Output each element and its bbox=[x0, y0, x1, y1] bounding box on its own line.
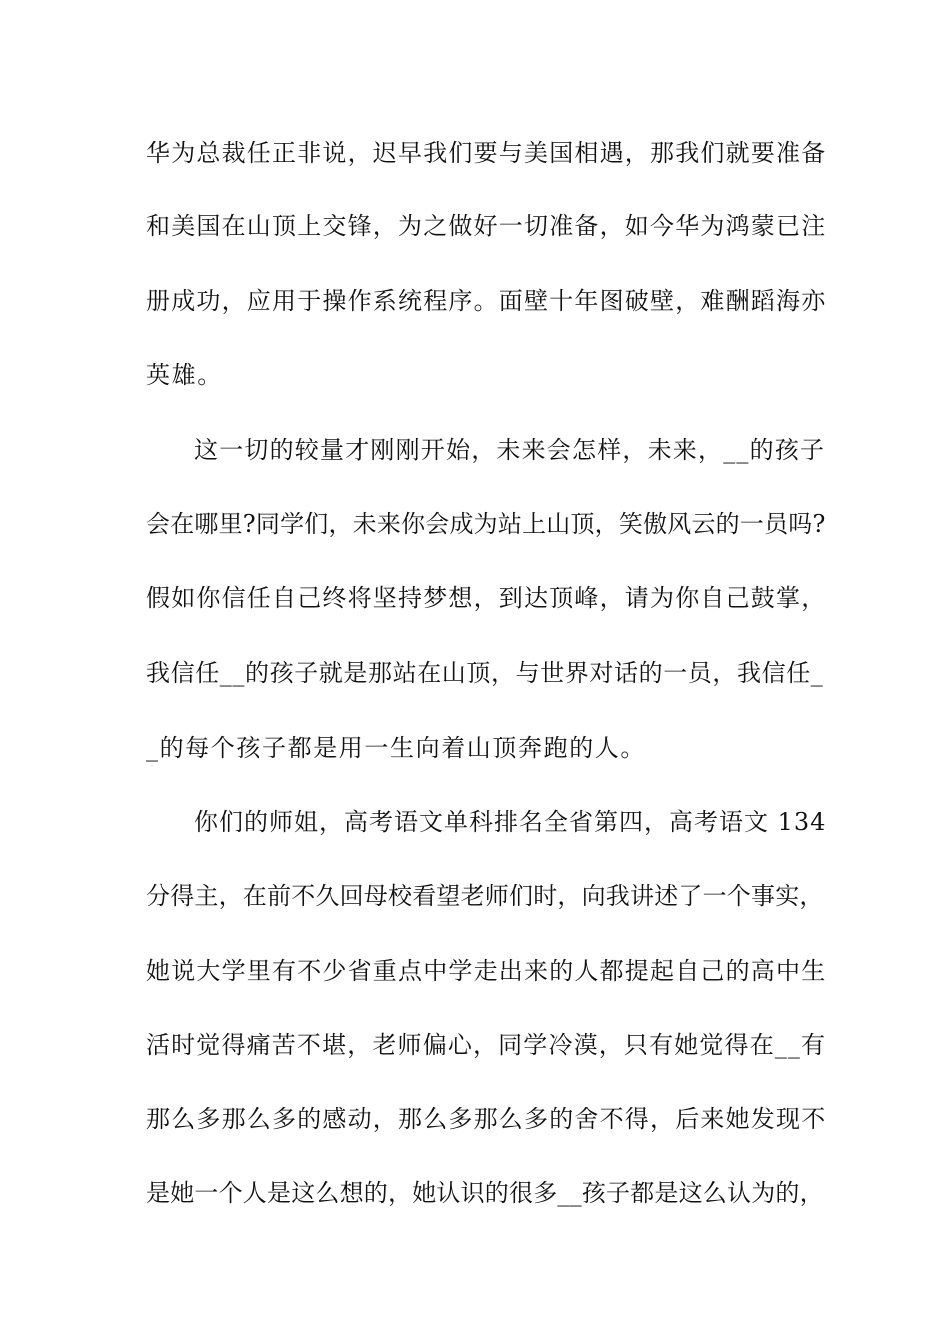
paragraph-1-line-3: 册成功，应用于操作系统程序。面壁十年图破壁，难酬蹈海亦 bbox=[146, 287, 827, 315]
paragraph-2-line-3: 假如你信任自己终将坚持梦想，到达顶峰，请为你自己鼓掌， bbox=[146, 584, 827, 612]
paragraph-1-line-4: 英雄。 bbox=[146, 361, 223, 389]
paragraph-2-line-4: 我信任__的孩子就是那站在山顶，与世界对话的一员，我信任_ bbox=[146, 659, 824, 687]
paragraph-1-line-2: 和美国在山顶上交锋，为之做好一切准备，如今华为鸿蒙已注 bbox=[146, 212, 827, 240]
paragraph-3-line-6: 是她一个人是这么想的，她认识的很多__孩子都是这么认为的， bbox=[146, 1179, 824, 1207]
paragraph-2-line-2: 会在哪里?同学们，未来你会成为站上山顶，笑傲风云的一员吗? bbox=[146, 510, 826, 538]
paragraph-3-line-1: 你们的师姐，高考语文单科排名全省第四，高考语文 134 bbox=[194, 808, 827, 836]
paragraph-3-line-2: 分得主，在前不久回母校看望老师们时，向我讲述了一个事实， bbox=[146, 882, 824, 910]
paragraph-1-line-1: 华为总裁任正非说，迟早我们要与美国相遇，那我们就要准备 bbox=[146, 139, 827, 167]
paragraph-3-line-3: 她说大学里有不少省重点中学走出来的人都提起自己的高中生 bbox=[146, 957, 827, 985]
paragraph-2-line-5: _的每个孩子都是用一生向着山顶奔跑的人。 bbox=[146, 734, 646, 762]
paragraph-3-line-5: 那么多那么多的感动，那么多那么多的舍不得，后来她发现不 bbox=[146, 1105, 827, 1133]
paragraph-2-line-1: 这一切的较量才刚刚开始，未来会怎样，未来，__的孩子 bbox=[194, 436, 826, 464]
paragraph-3-line-4: 活时觉得痛苦不堪，老师偏心，同学冷漠，只有她觉得在__有 bbox=[146, 1031, 826, 1059]
